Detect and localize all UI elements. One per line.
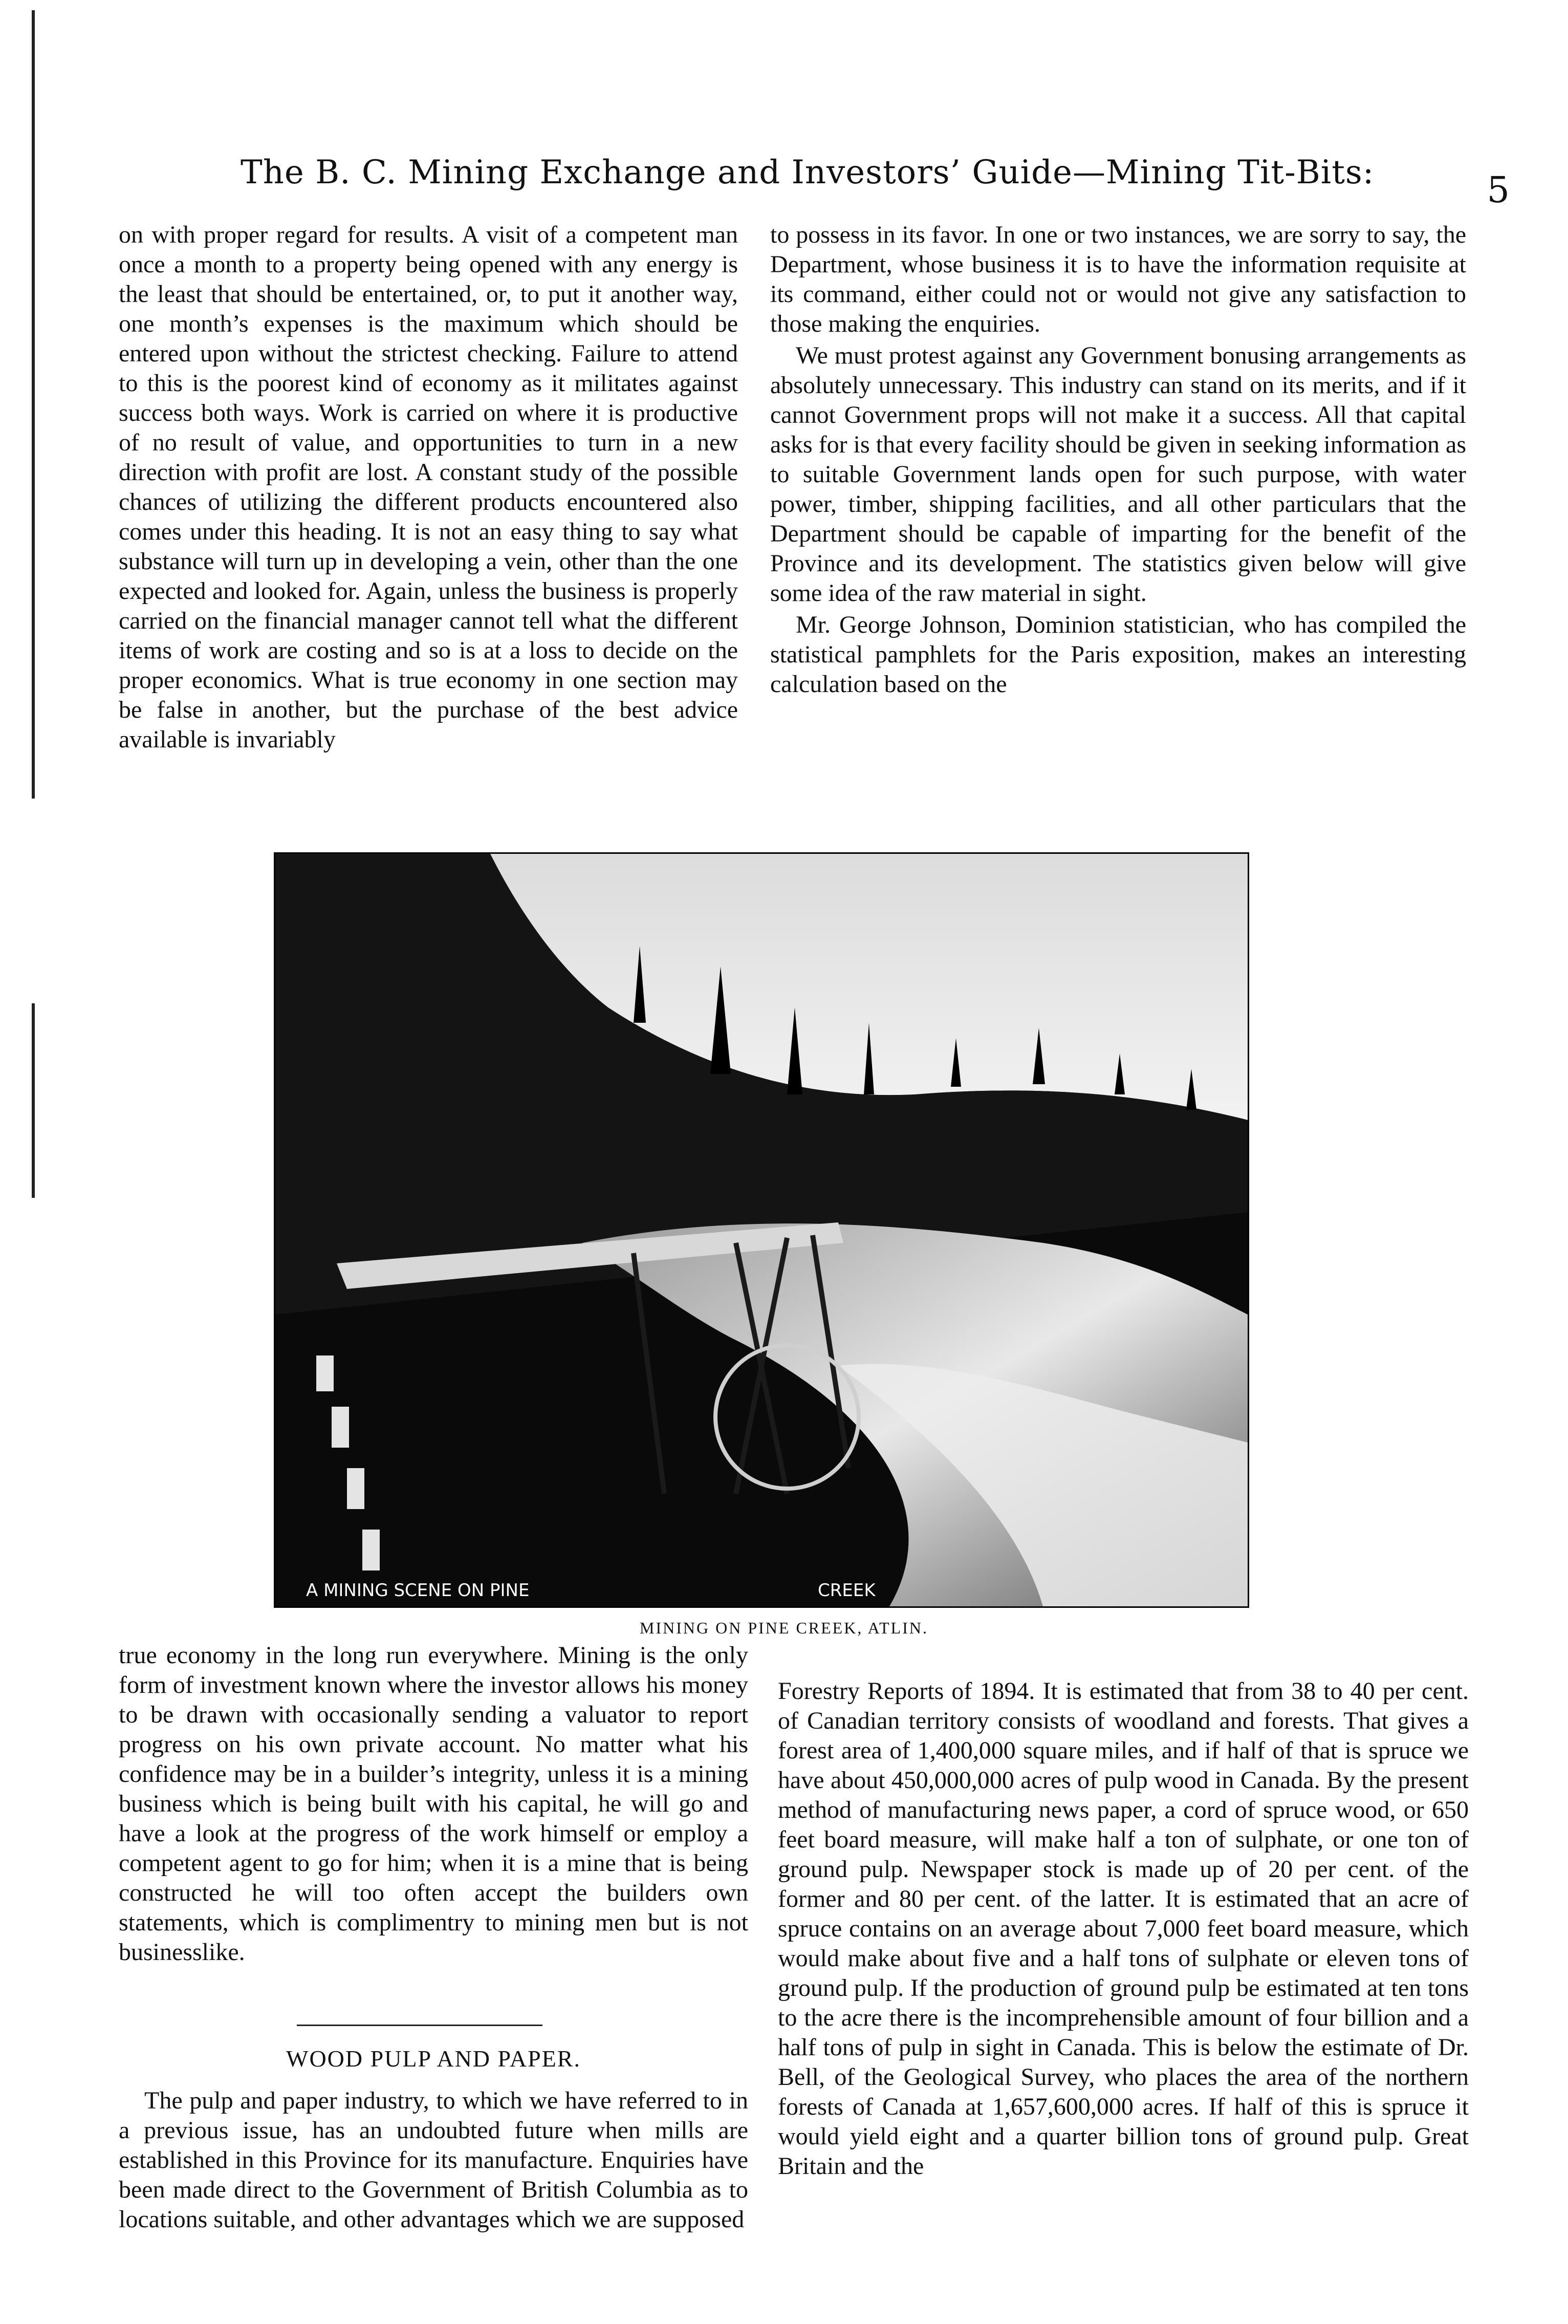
photo-inscription-left: A MINING SCENE ON PINE	[306, 1580, 530, 1601]
paragraph: We must protest against any Government bonusing arrangements as absolutely unnecessary. This industry can stand on its merits, and if it cannot Government props will not make it a success. All that capital asks for is that every facility should be given in seeking information as to suitable Government lands open for such purpose, with water power, timber, shipping facilities, and all other particulars that the Department should be capable of imparting for the benefit of the Province and its development. The statistics given below will give some idea of the raw material in sight.	[770, 342, 1466, 607]
section-body	[119, 2086, 748, 2236]
paragraph: Forestry Reports of 1894. It is estimated that from 38 to 40 per cent. of Canadian territory consists of woodland and forests. That gives a forest area of 1,400,000 square miles, and if half of that is spruce we have about 450,000,000 acres of pulp wood in Canada. By the present method of manufacturing news paper, a cord of spruce wood, or 650 feet board measure, will make half a ton of sulphate, or one ton of ground pulp. Newspaper stock is made up of 20 per cent. of the former and 80 per cent. of the latter. It is estimated that an acre of spruce contains on an average about 7,000 feet board measure, which would make about five and a half tons of sulphate or eleven tons of ground pulp. If the production of ground pulp be estimated at ten tons to the acre there is the incomprehensible amount of four billion and a half tons of pulp in sight in Canada. This is below the estimate of Dr. Bell, of the Geological Survey, who places the area of the northern forests of Canada at 1,657,600,000 acres. If half of this is spruce it would yield eight and a quarter billion tons of ground pulp. Great Britain and the	[778, 1677, 1469, 2180]
mining-photo	[274, 852, 1249, 1608]
photo-inscription-right: CREEK	[818, 1580, 876, 1601]
paragraph: Mr. George Johnson, Dominion statistician, who has compiled the statistical pamphlets for the Paris exposition, makes an interesting calculation based on the	[770, 611, 1466, 698]
column-top-right	[770, 220, 1466, 701]
running-title: The B. C. Mining Exchange and Investors’ Guide—Mining Tit-Bits:	[241, 154, 1375, 191]
left-margin-rule	[32, 10, 35, 799]
paragraph: on with proper regard for results. A visit of a competent man once a month to a property being opened with any energy is the least that should be entertained, or, to put it another way, one month’s expenses is the maximum which should be entered upon without the strictest checking. Failure to attend to this is the poorest kind of economy as it militates against success both ways. Work is carried on where it is productive of no result of value, and opportunities to turn in a new direction with profit are lost. A constant study of the possible chances of utilizing the different products encountered also comes under this heading. It is not an easy thing to say what substance will turn up in developing a vein, other than the one expected and looked for. Again, unless the business is properly carried on the financial manager cannot tell what the different items of work are costing and so is at a loss to decide on the proper economics. What is true economy in one section may be false in another, but the purchase of the best advice available is invariably	[119, 221, 738, 753]
section-divider	[297, 2025, 542, 2026]
photo-caption: MINING ON PINE CREEK, ATLIN.	[640, 1619, 928, 1637]
paragraph: to possess in its favor. In one or two instances, we are sorry to say, the Department, whose business it is to have the information requisite at its command, either could not or would not give any satisfaction to those making the enquiries.	[770, 221, 1466, 337]
left-margin-rule-lower	[32, 1003, 35, 1198]
paragraph: The pulp and paper industry, to which we have referred to in a previous issue, has an undoubted future when mills are established in this Province for its manufacture. Enquiries have been made direct to the Government of British Columbia as to locations suitable, and other advantages which we are supposed	[119, 2087, 748, 2233]
paragraph: true economy in the long run everywhere. Mining is the only form of investment known where the investor allows his money to be drawn with occasionally sending a valuator to report progress on his own private account. No matter what his confidence may be in a builder’s integrity, unless it is a mining business which is being built with his capital, he will go and have a look at the progress of the work himself or employ a competent agent to go for him; when it is a mine that is being constructed he will too often accept the builders own statements, which is complimentry to mining men but is not businesslike.	[119, 1642, 748, 1966]
mining-scene-illustration	[275, 854, 1248, 1606]
page-number: 5	[1487, 169, 1510, 211]
section-heading: WOOD PULP AND PAPER.	[286, 2046, 581, 2072]
column-bottom-right	[778, 1676, 1469, 2183]
column-bottom-left	[119, 1641, 748, 1969]
page-header	[241, 154, 1510, 210]
column-top-left	[119, 220, 738, 757]
